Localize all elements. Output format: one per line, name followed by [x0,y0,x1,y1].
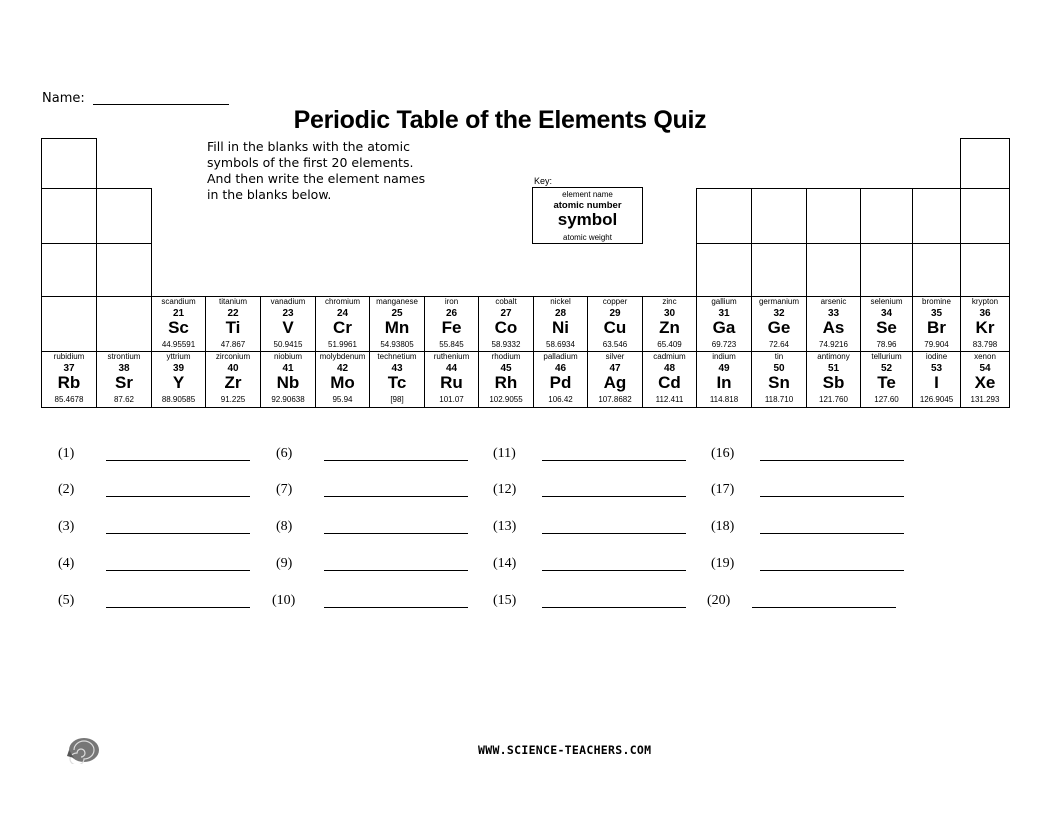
answer-blank-line[interactable] [324,570,468,571]
element-name: tellurium [871,352,902,361]
element-cell [478,296,534,352]
atomic-number: 46 [554,363,567,374]
atomic-number: 37 [63,363,75,374]
blank-number-label: (8) [276,519,293,534]
atomic-weight: 112.411 [655,395,684,404]
element-symbol: Se [876,318,897,337]
blank-number-label: (1) [58,446,75,461]
answer-blank-line[interactable] [106,533,250,534]
element-symbol: Sb [822,373,845,392]
element-cell [424,351,479,408]
element-name: technetium [377,352,417,361]
blank-number-label: (17) [711,482,735,497]
atomic-weight: 83.798 [972,340,998,349]
atomic-number: 38 [118,363,130,374]
element-cell [96,351,152,408]
name-input-line[interactable] [93,104,229,105]
element-cell [912,351,961,408]
atomic-weight: 55.845 [439,340,464,349]
answer-blank-line[interactable] [324,496,468,497]
atomic-number: 30 [663,308,676,319]
blank-element-cell[interactable] [41,243,97,297]
element-cell [960,351,1010,408]
element-symbol: Ru [440,373,463,392]
blank-number-label: (14) [493,556,517,571]
element-name: zirconium [215,352,251,361]
element-symbol: I [934,373,939,392]
answer-blank-line[interactable] [542,533,686,534]
element-symbol: Br [927,318,946,337]
element-cell [642,351,697,408]
atomic-weight: 58.9332 [491,340,521,349]
element-cell [533,351,588,408]
atomic-number: 27 [500,308,512,319]
element-cell [315,351,370,408]
atomic-weight: 78.96 [876,340,897,349]
element-cell [41,351,97,408]
atomic-number: 34 [880,308,893,319]
answer-blank-line[interactable] [106,460,250,461]
element-symbol: Fe [441,318,462,337]
blank-element-cell[interactable] [696,188,752,244]
blank-number-label: (4) [58,556,75,571]
element-name: nickel [550,297,571,306]
atomic-weight: 101.07 [439,395,464,404]
blank-number-label: (12) [493,482,517,497]
element-symbol: Rh [494,373,518,392]
instruction-line: And then write the element names [207,171,426,186]
blank-element-cell[interactable] [960,138,1010,189]
atomic-number: 47 [609,363,621,374]
blank-number-label: (19) [711,556,735,571]
blank-element-cell[interactable] [41,188,97,244]
atomic-weight: 44.95591 [161,340,196,349]
element-name: xenon [974,352,996,361]
element-symbol: In [716,373,732,392]
element-cell [369,351,425,408]
atomic-weight: 79.904 [924,340,949,349]
blank-element-cell[interactable] [96,243,152,297]
atomic-weight: 114.818 [709,395,739,404]
atomic-weight: 47.867 [220,340,246,349]
atomic-weight: 51.9961 [328,340,357,349]
element-name: vanadium [270,297,306,306]
atomic-weight: 131.293 [970,395,1000,404]
atomic-weight: 106.42 [548,395,573,404]
blank-number-label: (2) [58,482,75,497]
key-atomic-number: atomic number [553,200,622,211]
element-name: indium [712,352,736,361]
atomic-number: 41 [282,363,294,374]
name-label: Name: [42,91,85,106]
blank-number-label: (3) [58,519,75,534]
blank-number-label: (6) [276,446,293,461]
atomic-number: 33 [827,308,840,319]
key-box [532,187,643,244]
element-name: titanium [218,297,247,306]
element-symbol: Xe [974,373,996,392]
atomic-weight: 65.409 [657,340,682,349]
answer-blank-line[interactable] [542,607,686,608]
element-cell [205,351,261,408]
element-symbol: Cu [603,318,627,337]
element-name: antimony [817,352,850,361]
element-symbol: Pd [549,373,572,392]
element-cell [315,296,370,352]
blank-number-label: (5) [58,593,75,608]
element-name: manganese [376,297,418,306]
element-symbol: Nb [276,373,300,392]
atomic-weight: 58.6934 [546,340,575,349]
element-cell [696,351,752,408]
atomic-number: 28 [554,308,567,319]
element-symbol: Ti [225,318,241,337]
atomic-number: 22 [227,308,239,319]
blank-number-label: (13) [493,519,517,534]
element-symbol: Tc [387,373,407,392]
element-cell [806,296,861,352]
atomic-number: 35 [930,308,943,319]
answer-blank-line[interactable] [106,607,250,608]
element-name: iodine [925,352,948,361]
answer-blank-line[interactable] [324,460,468,461]
atomic-number: 23 [282,308,294,319]
atomic-number: 40 [227,363,239,374]
key-label: Key: [534,176,553,186]
atomic-number: 49 [718,363,730,374]
atomic-number: 26 [445,308,458,319]
element-symbol: Ni [552,318,569,337]
blank-element-cell[interactable] [751,188,807,244]
blank-element-cell[interactable] [912,243,961,297]
blank-number-label: (9) [276,556,293,571]
element-name: niobium [273,352,302,361]
element-cell [260,351,316,408]
key-atomic-weight: atomic weight [563,233,612,242]
element-symbol: Zr [224,373,242,392]
instructions [207,139,477,203]
element-symbol: Te [877,373,896,392]
atomic-number: 50 [773,363,785,374]
element-symbol: Sr [115,373,133,392]
answer-blank-line[interactable] [542,570,686,571]
element-name: copper [602,297,628,306]
atomic-weight: 121.760 [819,395,848,404]
element-name: chromium [324,297,361,306]
ammonite-shell-icon [66,736,100,764]
element-symbol: Y [172,373,185,392]
answer-blank-line[interactable] [760,533,904,534]
blank-number-label: (7) [276,482,293,497]
atomic-weight: 54.93805 [380,340,414,349]
element-cell [912,296,961,352]
atomic-number: 21 [172,308,185,319]
atomic-number: 24 [336,308,349,319]
atomic-weight: 72.64 [768,340,790,349]
blank-element-cell[interactable] [912,188,961,244]
element-symbol: V [282,318,294,337]
blank-element-cell[interactable] [860,188,913,244]
element-name: tin [774,352,784,361]
element-name: iron [444,297,459,306]
blank-number-label: (20) [707,593,731,608]
element-name: bromine [922,297,951,306]
blank-element-cell[interactable] [41,138,97,189]
atomic-number: 54 [979,363,991,374]
element-cell [860,351,913,408]
element-symbol: Ag [603,373,627,392]
atomic-weight: 92.90638 [271,395,305,404]
instruction-line: in the blanks below. [207,187,332,202]
atomic-number: 48 [663,363,676,374]
element-name: arsenic [820,297,847,306]
element-name: silver [605,352,625,361]
element-symbol: As [822,318,845,337]
atomic-weight: 87.62 [113,395,135,404]
element-symbol: Ge [767,318,791,337]
element-name: gallium [711,297,737,306]
element-cell [533,296,588,352]
element-symbol: Zn [659,318,680,337]
element-symbol: Kr [975,318,995,337]
answer-blank-line[interactable] [324,533,468,534]
atomic-number: 36 [979,308,991,319]
blank-element-cell[interactable] [41,296,97,352]
atomic-number: 42 [336,363,349,374]
element-cell [642,296,697,352]
atomic-weight: 69.723 [711,340,737,349]
element-symbol: Mo [330,373,355,392]
atomic-weight: 107.8682 [598,395,632,404]
element-cell [424,296,479,352]
element-symbol: Co [494,318,518,337]
element-name: palladium [543,352,578,361]
key-element-name: element name [562,190,613,199]
blank-number-label: (10) [272,593,296,608]
answer-blank-line[interactable] [752,607,896,608]
atomic-number: 44 [445,363,458,374]
element-cell [751,296,807,352]
answer-blank-line[interactable] [760,460,904,461]
atomic-number: 39 [172,363,185,374]
element-cell [369,296,425,352]
atomic-weight: 91.225 [220,395,246,404]
atomic-number: 31 [718,308,730,319]
answer-blank-line[interactable] [760,496,904,497]
atomic-number: 52 [880,363,893,374]
element-name: yttrium [166,352,191,361]
blank-element-cell[interactable] [96,188,152,244]
atomic-weight: 88.90585 [161,395,196,404]
atomic-number: 51 [827,363,840,374]
element-symbol: Mn [384,318,410,337]
element-name: zinc [662,297,677,306]
element-symbol: Sc [168,318,189,337]
element-cell [751,351,807,408]
element-cell [260,296,316,352]
element-cell [478,351,534,408]
answer-blank-line[interactable] [542,460,686,461]
element-cell [960,296,1010,352]
element-symbol: Cr [333,318,352,337]
blank-element-cell[interactable] [860,243,913,297]
atomic-weight: 118.710 [764,395,794,404]
atomic-weight: 95.94 [332,395,353,404]
element-name: germanium [758,297,799,306]
blank-element-cell[interactable] [696,243,752,297]
element-name: cobalt [495,297,517,306]
element-name: selenium [870,297,903,306]
element-name: molybdenum [319,352,366,361]
element-symbol: Sn [768,373,790,392]
element-cell [860,296,913,352]
atomic-weight: 102.9055 [489,395,523,404]
element-cell [151,296,206,352]
answer-blank-line[interactable] [760,570,904,571]
element-name: strontium [107,352,141,361]
blank-element-cell[interactable] [96,296,152,352]
atomic-number: 53 [930,363,943,374]
blank-number-label: (18) [711,519,735,534]
atomic-weight: 85.4678 [54,395,84,404]
element-name: rhodium [491,352,521,361]
atomic-weight: [98] [390,395,404,404]
website-url: WWW.SCIENCE-TEACHERS.COM [478,743,652,757]
blank-number-label: (16) [711,446,735,461]
element-symbol: Rb [57,373,81,392]
atomic-weight: 126.9045 [919,395,954,404]
element-name: rubidium [53,352,85,361]
blank-element-cell[interactable] [806,243,861,297]
answer-blank-line[interactable] [324,607,468,608]
element-cell [587,351,643,408]
blank-element-cell[interactable] [960,188,1010,244]
element-cell [205,296,261,352]
element-cell [696,296,752,352]
blank-element-cell[interactable] [751,243,807,297]
blank-number-label: (15) [493,593,517,608]
element-cell [151,351,206,408]
blank-element-cell[interactable] [806,188,861,244]
element-symbol: Ga [712,318,736,337]
page-title: Periodic Table of the Elements Quiz [293,106,707,134]
atomic-number: 29 [609,308,621,319]
atomic-number: 45 [500,363,512,374]
atomic-weight: 50.9415 [273,340,303,349]
atomic-weight: 127.60 [874,395,899,404]
atomic-weight: 63.546 [602,340,628,349]
atomic-number: 25 [391,308,403,319]
atomic-number: 43 [391,363,403,374]
element-cell [806,351,861,408]
blank-element-cell[interactable] [960,243,1010,297]
element-name: scandium [161,297,196,306]
answer-blank-line[interactable] [106,570,250,571]
element-name: cadmium [653,352,686,361]
instruction-line: symbols of the first 20 elements. [207,155,414,170]
element-symbol: Cd [658,373,681,392]
instruction-line: Fill in the blanks with the atomic [207,139,410,154]
atomic-weight: 74.9216 [819,340,848,349]
answer-blank-line[interactable] [542,496,686,497]
answer-blank-line[interactable] [106,496,250,497]
key-symbol: symbol [557,210,618,229]
element-name: krypton [971,297,999,306]
element-name: ruthenium [433,352,470,361]
element-cell [587,296,643,352]
blank-number-label: (11) [493,446,516,461]
atomic-number: 32 [773,308,785,319]
